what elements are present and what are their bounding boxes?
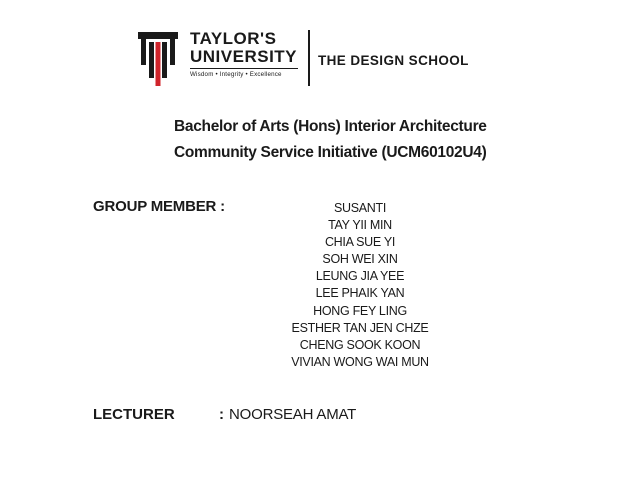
group-member-name: LEE PHAIK YAN <box>315 286 405 301</box>
university-motto: Wisdom • Integrity • Excellence <box>190 71 282 78</box>
group-member-name: TAY YII MIN <box>328 218 392 233</box>
motto-rule <box>190 68 298 69</box>
group-member-name: HONG FEY LING <box>313 303 407 318</box>
group-member-name: ESTHER TAN JEN CHZE <box>291 320 429 335</box>
group-member-label: GROUP MEMBER : <box>93 198 225 215</box>
lecturer-separator: : <box>219 406 224 423</box>
group-member-name: LEUNG JIA YEE <box>315 269 405 284</box>
programme-title: Bachelor of Arts (Hons) Interior Architecture <box>174 118 487 135</box>
group-member-name: CHIA SUE YI <box>324 235 396 250</box>
university-name <box>190 30 297 66</box>
university-name-line2: UNIVERSITY <box>190 47 298 66</box>
group-member-name: CHENG SOOK KOON <box>299 337 421 352</box>
module-title: Community Service Initiative (UCM60102U4) <box>174 144 487 161</box>
lecturer-name: NOORSEAH AMAT <box>229 406 357 423</box>
header-divider <box>308 30 310 86</box>
header <box>138 26 478 86</box>
lecturer-label: LECTURER <box>93 406 175 423</box>
group-member-name: VIVIAN WONG WAI MUN <box>291 354 429 369</box>
group-member-name: SOH WEI XIN <box>322 252 398 267</box>
taylors-university-crest-icon <box>138 32 178 86</box>
group-member-name: SUSANTI <box>333 201 387 215</box>
course-info <box>174 114 487 166</box>
university-name-line1: TAYLOR'S <box>190 29 277 48</box>
school-name: THE DESIGN SCHOOL <box>318 53 469 68</box>
group-member-list <box>280 200 440 371</box>
